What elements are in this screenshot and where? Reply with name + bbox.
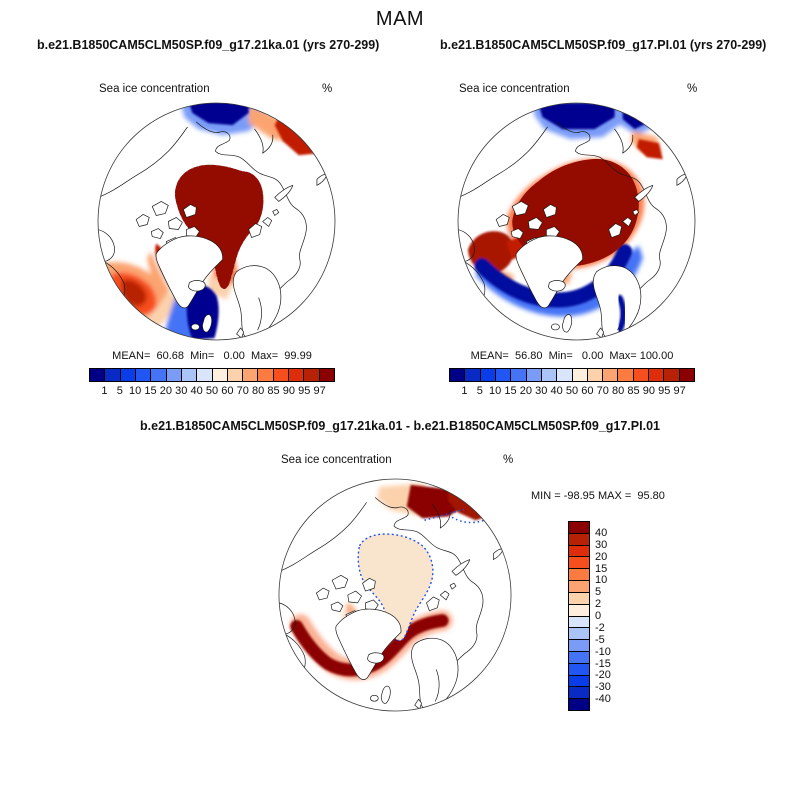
right-colorbar xyxy=(449,368,695,382)
diff-field-label: Sea ice concentration xyxy=(281,454,392,466)
diff-colorbar-ticks: 40 30 20 15 10 5 2 0 -2 -5 -10 -15 -20 -30 -40 xyxy=(595,526,611,706)
map-21ka xyxy=(96,101,337,342)
map-pi xyxy=(456,101,697,342)
diff-minmax: MIN = -98.95 MAX = 95.80 xyxy=(531,490,665,502)
left-units-label: % xyxy=(322,83,333,95)
left-colorbar xyxy=(89,368,335,382)
diff-title: b.e21.B1850CAM5CLM50SP.f09_g17.21ka.01 - b.e21.B1850CAM5CLM50SP.f09_g17.PI.01 xyxy=(140,419,660,433)
subtitle-case-pi: b.e21.B1850CAM5CLM50SP.f09_g17.PI.01 (yrs 270-299) xyxy=(440,38,767,52)
sea-ice-layer-21ka xyxy=(98,101,331,340)
right-units-label: % xyxy=(687,83,698,95)
map-diff xyxy=(277,477,513,713)
left-field-label: Sea ice concentration xyxy=(99,83,210,95)
diff-units-label: % xyxy=(503,454,514,466)
right-stats: MEAN= 56.80 Min= 0.00 Max= 100.00 xyxy=(470,350,674,362)
subtitle-case-21ka: b.e21.B1850CAM5CLM50SP.f09_g17.21ka.01 (yrs 270-299) xyxy=(37,38,380,52)
right-field-label: Sea ice concentration xyxy=(459,83,570,95)
left-stats: MEAN= 60.68 Min= 0.00 Max= 99.99 xyxy=(112,350,312,362)
diff-colorbar xyxy=(568,521,590,711)
page-title: MAM xyxy=(375,8,425,30)
left-colorbar-ticks: 1 5 10 15 20 30 40 50 60 70 80 85 90 95 97 xyxy=(101,385,326,397)
right-colorbar-ticks: 1 5 10 15 20 30 40 50 60 70 80 85 90 95 97 xyxy=(461,385,686,397)
